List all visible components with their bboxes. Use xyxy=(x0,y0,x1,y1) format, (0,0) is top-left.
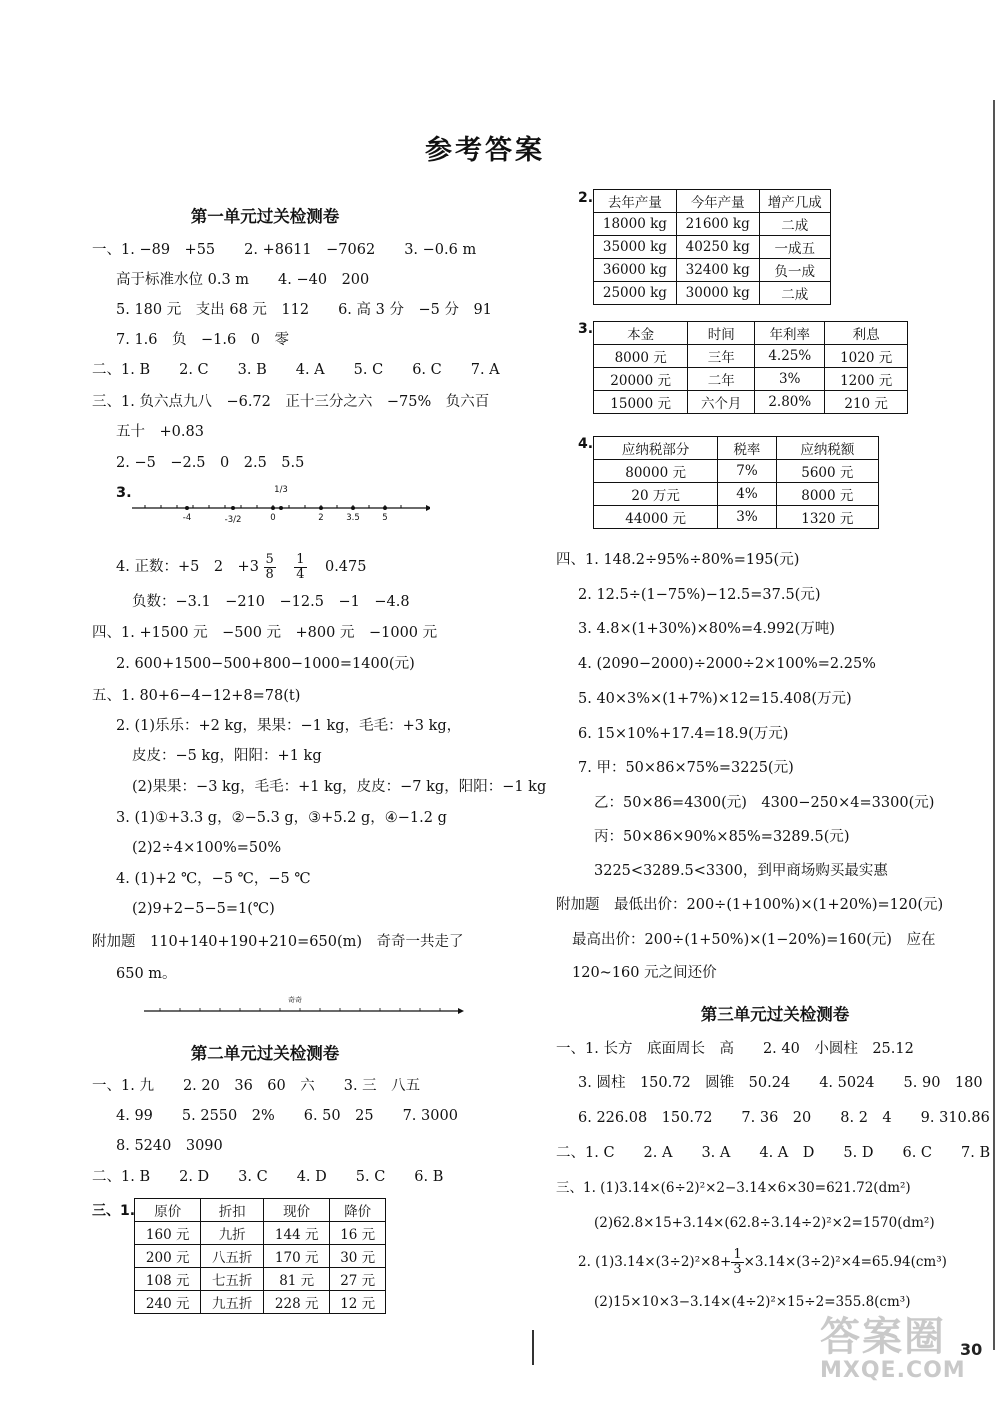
unit1-q4-text: 0.475 xyxy=(324,559,367,575)
table-cell: 108 元 xyxy=(135,1268,201,1291)
unit3-q2-row xyxy=(578,1244,947,1280)
unit1-line: 一、1. −89 +55 2. +8611 −7062 3. −0.6 m xyxy=(92,242,477,258)
table-row xyxy=(594,213,831,236)
unit1-heading: 第一单元过关检测卷 xyxy=(190,207,340,226)
table-row xyxy=(594,236,831,259)
table-header: 原价 xyxy=(135,1199,201,1222)
unit2-line: 一、1. 九 2. 20 36 60 六 3. 三 八五 xyxy=(92,1078,421,1094)
table-row xyxy=(594,506,879,529)
table-cell: 210 元 xyxy=(825,391,908,414)
unit3-line: 三、1. (1)3.14×(6÷2)²×2−3.14×6×30=621.72(dm²) xyxy=(556,1180,911,1196)
page-number: 30 xyxy=(960,1340,983,1359)
table-header: 利息 xyxy=(825,322,908,345)
unit1-line: 2. 600+1500−500+800−1000=1400(元) xyxy=(116,656,415,672)
tick-label: 0 xyxy=(270,513,276,523)
tick-label: 2 xyxy=(318,513,324,523)
unit1-line: 2. (1)乐乐：+2 kg，果果：−1 kg，毛毛：+3 kg， xyxy=(116,718,462,734)
table-cell: 21600 kg xyxy=(676,213,759,236)
unit1-line: 三、1. 负六点九八 −6.72 正十三分之六 −75% 负六百 xyxy=(92,394,490,410)
table2-label: 2. xyxy=(578,190,594,206)
unit3-line: (2)62.8×15+3.14×(62.8÷3.14÷2)²×2=1570(dm²) xyxy=(594,1215,935,1231)
table-row xyxy=(594,391,908,414)
unit1-line: 五、1. 80+6−4−12+8=78(t) xyxy=(92,688,301,704)
unit1-q3-label: 3. xyxy=(116,485,132,501)
table-cell: 144 元 xyxy=(263,1222,329,1245)
table-row xyxy=(594,259,831,282)
unit1-line: 四、1. +1500 元 −500 元 +800 元 −1000 元 xyxy=(92,625,438,641)
table-cell: 4% xyxy=(718,483,776,506)
table-cell: 8000 元 xyxy=(776,483,878,506)
table-cell: 七五折 xyxy=(201,1268,264,1291)
unit3-line: 一、1. 长方 底面周长 高 2. 40 小圆柱 25.12 xyxy=(556,1041,914,1057)
table-cell: 负一成 xyxy=(759,259,830,282)
table-cell: 3% xyxy=(718,506,776,529)
table-row xyxy=(135,1245,386,1268)
unit2-line: 二、1. B 2. D 3. C 4. D 5. C 6. B xyxy=(92,1169,444,1185)
unit2-table-label: 三、1. xyxy=(92,1203,136,1219)
table-header: 应纳税部分 xyxy=(594,437,718,460)
right-line: 四、1. 148.2÷95%÷80%=195(元) xyxy=(556,552,800,568)
table-cell: 16 元 xyxy=(330,1222,386,1245)
tick-label: 3.5 xyxy=(346,513,360,523)
table-cell: 7% xyxy=(718,460,776,483)
right-line: 丙：50×86×90%×85%=3289.5(元) xyxy=(594,829,850,845)
table3-label: 3. xyxy=(578,321,594,337)
table-header: 去年产量 xyxy=(594,190,677,213)
table-cell: 200 元 xyxy=(135,1245,201,1268)
table-header: 降价 xyxy=(330,1199,386,1222)
table-header: 折扣 xyxy=(201,1199,264,1222)
table-cell: 18000 kg xyxy=(594,213,677,236)
unit1-line: (2)2÷4×100%=50% xyxy=(132,840,282,856)
table4-label: 4. xyxy=(578,436,594,452)
table-cell: 1020 元 xyxy=(825,345,908,368)
table-header: 本金 xyxy=(594,322,688,345)
table-cell: 4.25% xyxy=(755,345,825,368)
table-cell: 二成 xyxy=(759,213,830,236)
unit3-line: 6. 226.08 150.72 7. 36 20 8. 2 4 9. 310.86 xyxy=(578,1110,990,1126)
tick-label: 5 xyxy=(382,513,388,523)
table-row xyxy=(594,282,831,305)
right-line: 3. 4.8×(1+30%)×80%=4.992(万吨) xyxy=(578,621,835,637)
tax-table xyxy=(593,436,879,529)
interest-table xyxy=(593,321,908,414)
unit2-line: 8. 5240 3090 xyxy=(116,1138,223,1154)
table-header: 税率 xyxy=(718,437,776,460)
unit1-line: (2)果果：−3 kg，毛毛：+1 kg，皮皮：−7 kg，阳阳：−1 kg xyxy=(132,779,547,795)
unit1-line: 负数：−3.1 −210 −12.5 −1 −4.8 xyxy=(132,594,410,610)
discount-table xyxy=(134,1198,386,1314)
watermark-url: MXQE.COM xyxy=(820,1358,966,1383)
table-cell: 2.80% xyxy=(755,391,825,414)
table-row xyxy=(135,1268,386,1291)
unit1-line: 2. −5 −2.5 0 2.5 5.5 xyxy=(116,455,305,471)
right-line: 120~160 元之间还价 xyxy=(572,965,717,981)
page-edge xyxy=(993,100,995,1350)
unit2-heading: 第二单元过关检测卷 xyxy=(190,1044,340,1063)
unit1-line: 7. 1.6 负 −1.6 0 零 xyxy=(116,332,289,348)
table-row xyxy=(594,460,879,483)
right-line: 附加题 最低出价：200÷(1+100%)×(1+20%)=120(元) xyxy=(556,897,944,913)
table-cell: 1200 元 xyxy=(825,368,908,391)
fraction: $\frac{5}{8}$ xyxy=(265,551,274,582)
unit3-line: 二、1. C 2. A 3. A 4. A D 5. D 6. C 7. B xyxy=(556,1145,991,1161)
table-cell: 27 元 xyxy=(330,1268,386,1291)
table-cell: 二成 xyxy=(759,282,830,305)
unit1-line: 附加题 110+140+190+210=650(m) 奇奇一共走了 xyxy=(92,934,464,950)
table-cell: 240 元 xyxy=(135,1291,201,1314)
unit3-q2-text: ×3.14×(3÷2)²×4=65.94(cm³) xyxy=(743,1254,947,1270)
tick-label: -4 xyxy=(182,513,192,523)
unit1-line: 皮皮：−5 kg，阳阳：+1 kg xyxy=(132,748,322,764)
unit2-line: 4. 99 5. 2550 2% 6. 50 25 7. 3000 xyxy=(116,1108,458,1124)
right-line: 6. 15×10%+17.4=18.9(万元) xyxy=(578,726,789,742)
walking-number-line xyxy=(140,995,470,1021)
right-line: 4. (2090−2000)÷2000÷2×100%=2.25% xyxy=(578,656,876,672)
table-cell: 25000 kg xyxy=(594,282,677,305)
unit1-line: 5. 180 元 支出 68 元 112 6. 高 3 分 −5 分 91 xyxy=(116,302,492,318)
right-line: 3225<3289.5<3300，到甲商场购买最实惠 xyxy=(594,863,888,879)
unit3-line: (2)15×10×3−3.14×(4÷2)²×15÷2=355.8(cm³) xyxy=(594,1294,911,1310)
unit1-line: 高于标准水位 0.3 m 4. −40 200 xyxy=(116,272,370,288)
table-cell: 1320 元 xyxy=(776,506,878,529)
table-cell: 32400 kg xyxy=(676,259,759,282)
table-header: 今年产量 xyxy=(676,190,759,213)
table-cell: 二年 xyxy=(688,368,755,391)
table-cell: 8000 元 xyxy=(594,345,688,368)
table-cell: 5600 元 xyxy=(776,460,878,483)
table-header: 应纳税额 xyxy=(776,437,878,460)
unit3-heading: 第三单元过关检测卷 xyxy=(700,1005,850,1024)
right-line: 5. 40×3%×(1+7%)×12=15.408(万元) xyxy=(578,691,852,707)
table-cell: 15000 元 xyxy=(594,391,688,414)
table-cell: 80000 元 xyxy=(594,460,718,483)
tick-label: -3/2 xyxy=(224,515,242,525)
table-cell: 40250 kg xyxy=(676,236,759,259)
table-cell: 228 元 xyxy=(263,1291,329,1314)
table-cell: 81 元 xyxy=(263,1268,329,1291)
axis-label: 奇奇 xyxy=(288,996,302,1004)
unit1-line: 3. (1)①+3.3 g，②−5.3 g，③+5.2 g，④−1.2 g xyxy=(116,810,447,826)
unit1-q4-text: 4. 正数：+5 2 +3 xyxy=(116,559,259,575)
unit1-line: (2)9+2−5−5=1(℃) xyxy=(132,901,275,917)
table-cell: 一成五 xyxy=(759,236,830,259)
unit1-line: 4. (1)+2 ℃，−5 ℃，−5 ℃ xyxy=(116,871,311,887)
unit1-line: 650 m。 xyxy=(116,966,177,982)
table-cell: 30000 kg xyxy=(676,282,759,305)
fraction: $\frac{1}{3}$ xyxy=(733,1247,742,1277)
right-line: 7. 甲：50×86×75%=3225(元) xyxy=(578,760,794,776)
table-header: 年利率 xyxy=(755,322,825,345)
table-row xyxy=(135,1291,386,1314)
table-row xyxy=(594,368,908,391)
table-row xyxy=(594,483,879,506)
right-line: 最高出价：200÷(1+50%)×(1−20%)=160(元) 应在 xyxy=(572,932,936,948)
table-cell: 八五折 xyxy=(201,1245,264,1268)
unit1-line: 五十 +0.83 xyxy=(116,424,204,440)
table-cell: 12 元 xyxy=(330,1291,386,1314)
table-cell: 170 元 xyxy=(263,1245,329,1268)
table-cell: 30 元 xyxy=(330,1245,386,1268)
table-cell: 20000 元 xyxy=(594,368,688,391)
table-cell: 20 万元 xyxy=(594,483,718,506)
table-cell: 3% xyxy=(755,368,825,391)
right-line: 乙：50×86=4300(元) 4300−250×4=3300(元) xyxy=(594,795,935,811)
table-cell: 六个月 xyxy=(688,391,755,414)
unit1-line: 二、1. B 2. C 3. B 4. A 5. C 6. C 7. A xyxy=(92,362,500,378)
table-cell: 三年 xyxy=(688,345,755,368)
table-cell: 44000 元 xyxy=(594,506,718,529)
right-line: 2. 12.5÷(1−75%)−12.5=37.5(元) xyxy=(578,587,821,603)
watermark-text: 答案圈 xyxy=(820,1314,946,1360)
table-header: 现价 xyxy=(263,1199,329,1222)
number-line xyxy=(130,478,430,538)
table-cell: 九折 xyxy=(201,1222,264,1245)
production-table xyxy=(593,189,831,305)
tick-label: 1/3 xyxy=(274,485,288,495)
page-title: 参考答案 xyxy=(425,135,545,166)
table-cell: 36000 kg xyxy=(594,259,677,282)
gutter-mark xyxy=(532,1330,534,1365)
table-cell: 160 元 xyxy=(135,1222,201,1245)
table-row xyxy=(135,1222,386,1245)
unit3-line: 3. 圆柱 150.72 圆锥 50.24 4. 5024 5. 90 180 xyxy=(578,1075,983,1091)
fraction: $\frac{1}{4}$ xyxy=(296,551,305,582)
table-cell: 九五折 xyxy=(201,1291,264,1314)
table-row xyxy=(594,345,908,368)
table-header: 时间 xyxy=(688,322,755,345)
unit3-q2-text: 2. (1)3.14×(3÷2)²×8+ xyxy=(578,1254,732,1270)
table-header: 增产几成 xyxy=(759,190,830,213)
unit1-q4-row xyxy=(116,550,366,584)
table-cell: 35000 kg xyxy=(594,236,677,259)
